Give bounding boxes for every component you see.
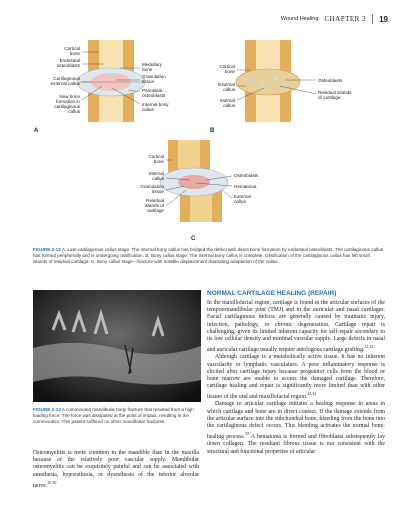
label-b-osteoblasts: Osteoblasts	[318, 78, 343, 83]
label-a-cartilaginous: Cartilaginous external callus	[50, 76, 80, 86]
label-a-medullary: Medullary bone	[142, 62, 162, 72]
left-column-paragraph: Osteomyelitis is more common in the mandible than in the maxilla because of the relatively poor vascular supply. Mandibular osteomyelitis can be exquisitely painful and can be associated with anesthesia, hypoesthesia, or dysesthesia of the inferior alveolar nerve.$^{29,30}$	[33, 450, 199, 489]
figure-label: FIGURE 2-13	[33, 407, 61, 412]
page-number: 19	[379, 14, 388, 24]
right-column	[207, 290, 385, 456]
chapter-label: CHAPTER 2	[324, 15, 367, 23]
label-b-external: External callus	[218, 82, 235, 92]
figure-2-12	[0, 0, 400, 250]
label-c-osteoblasts: Osteoblasts	[234, 173, 259, 178]
caption-text: A, Late cartilaginous callus stage. The internal bony callus has bridged the defect with direct bone formation by endosteal osteoblasts. The cartilaginous callus has formed peripherally and is undergoing ossification. B, Bony callus stage. The internal bony callus is complete. Ossification of the cartilaginous callus has left small islands of residual cartilage. C, Bony callus stage—fracture with notable displacement illustrating adaptation of the callus.	[33, 247, 383, 264]
caption-text: A comminuted mandibular body fracture that resulted from a high loading force. The force was dissipated at the point of impact, resulting in the comminution. This patient suffered no other mandibular fractures.	[33, 407, 194, 424]
label-b-cortical: Cortical bone	[219, 64, 235, 74]
figure-2-12-caption	[33, 247, 385, 265]
label-c-internal: Internal callus	[148, 171, 164, 181]
panel-a-letter: A	[34, 128, 39, 134]
label-c-granulation: Granulation tissue	[140, 184, 164, 194]
paragraph-1: In the maxillofacial region, cartilage is found in the articular surfaces of the temporomandibular joint (TMJ) and in the auricular and nasal cartilages. Facial cartilaginous defects are generally caused by traumatic injury, infection, pathology, or chronic degeneration. Cartilage repair is challenging, given its limited inherent capacity for self-repair secondary to its low cellular density and minimal vascular supply. Large defects in nasal and auricular cartilage usually require autologous cartilage grafting.$^{31,32}$	[207, 300, 385, 354]
label-a-endosteal: Endosteal osteoblasts	[56, 58, 80, 68]
label-a-cortical-bone: Cortical bone	[64, 46, 80, 56]
label-a-internal: Internal bony callus	[142, 102, 169, 112]
section-heading: NORMAL CARTILAGE HEALING (REPAIR)	[207, 290, 337, 297]
label-b-residual: Residual islands of cartilage	[318, 90, 352, 100]
paragraph-3: Damage to articular cartilage initiates a healing response in areas in which cartilage and bone are in direct contact. If the damage extends from the articular surface into the subchondral bone, bleeding from the bone into the cartilaginous defect occurs. This bleeding activates the normal bone-healing process.$^{35}$ A hematoma is formed and fibroblasts subsequently lay down collagen. The resultant fibrous tissue is not consistent with the structural and functional properties of articular	[207, 401, 385, 455]
label-a-new-bone: New bone formation in cartilaginous callus	[54, 94, 80, 114]
label-c-external: External callus	[234, 194, 251, 204]
paragraph-2: Although cartilage is a metabolically active tissue, it has no inherent vascularity or lymphatic vasculature. A poor inflammatory response is elicited after cartilage injury because progenitor cells from the blood or bone marrow are unable to access the damaged cartilage. Therefore, cartilage healing and repair is significantly more limited than with other tissues of the oral and maxillofacial region.$^{33,34}$	[207, 354, 385, 401]
label-c-cortical: Cortical bone	[148, 154, 164, 164]
panel-c-illustration	[160, 140, 228, 222]
running-title: Wound Healing	[280, 16, 319, 22]
radiograph-image	[33, 290, 201, 402]
label-a-granulation: Granulation tissue	[142, 74, 166, 84]
label-c-hematoma: Hematoma	[234, 184, 257, 189]
panel-b-illustration	[236, 40, 300, 122]
figure-2-13-caption	[33, 407, 198, 425]
label-b-internal: Internal callus	[219, 98, 235, 108]
label-c-residual: Residual islands of cartilage	[144, 198, 164, 213]
label-a-periosteal: Periosteal osteoblasts	[142, 88, 166, 98]
panel-a-illustration	[77, 40, 145, 122]
panel-b-letter: B	[210, 128, 215, 134]
panel-c-letter: C	[191, 236, 196, 242]
figure-label: FIGURE 2-12	[33, 247, 61, 252]
